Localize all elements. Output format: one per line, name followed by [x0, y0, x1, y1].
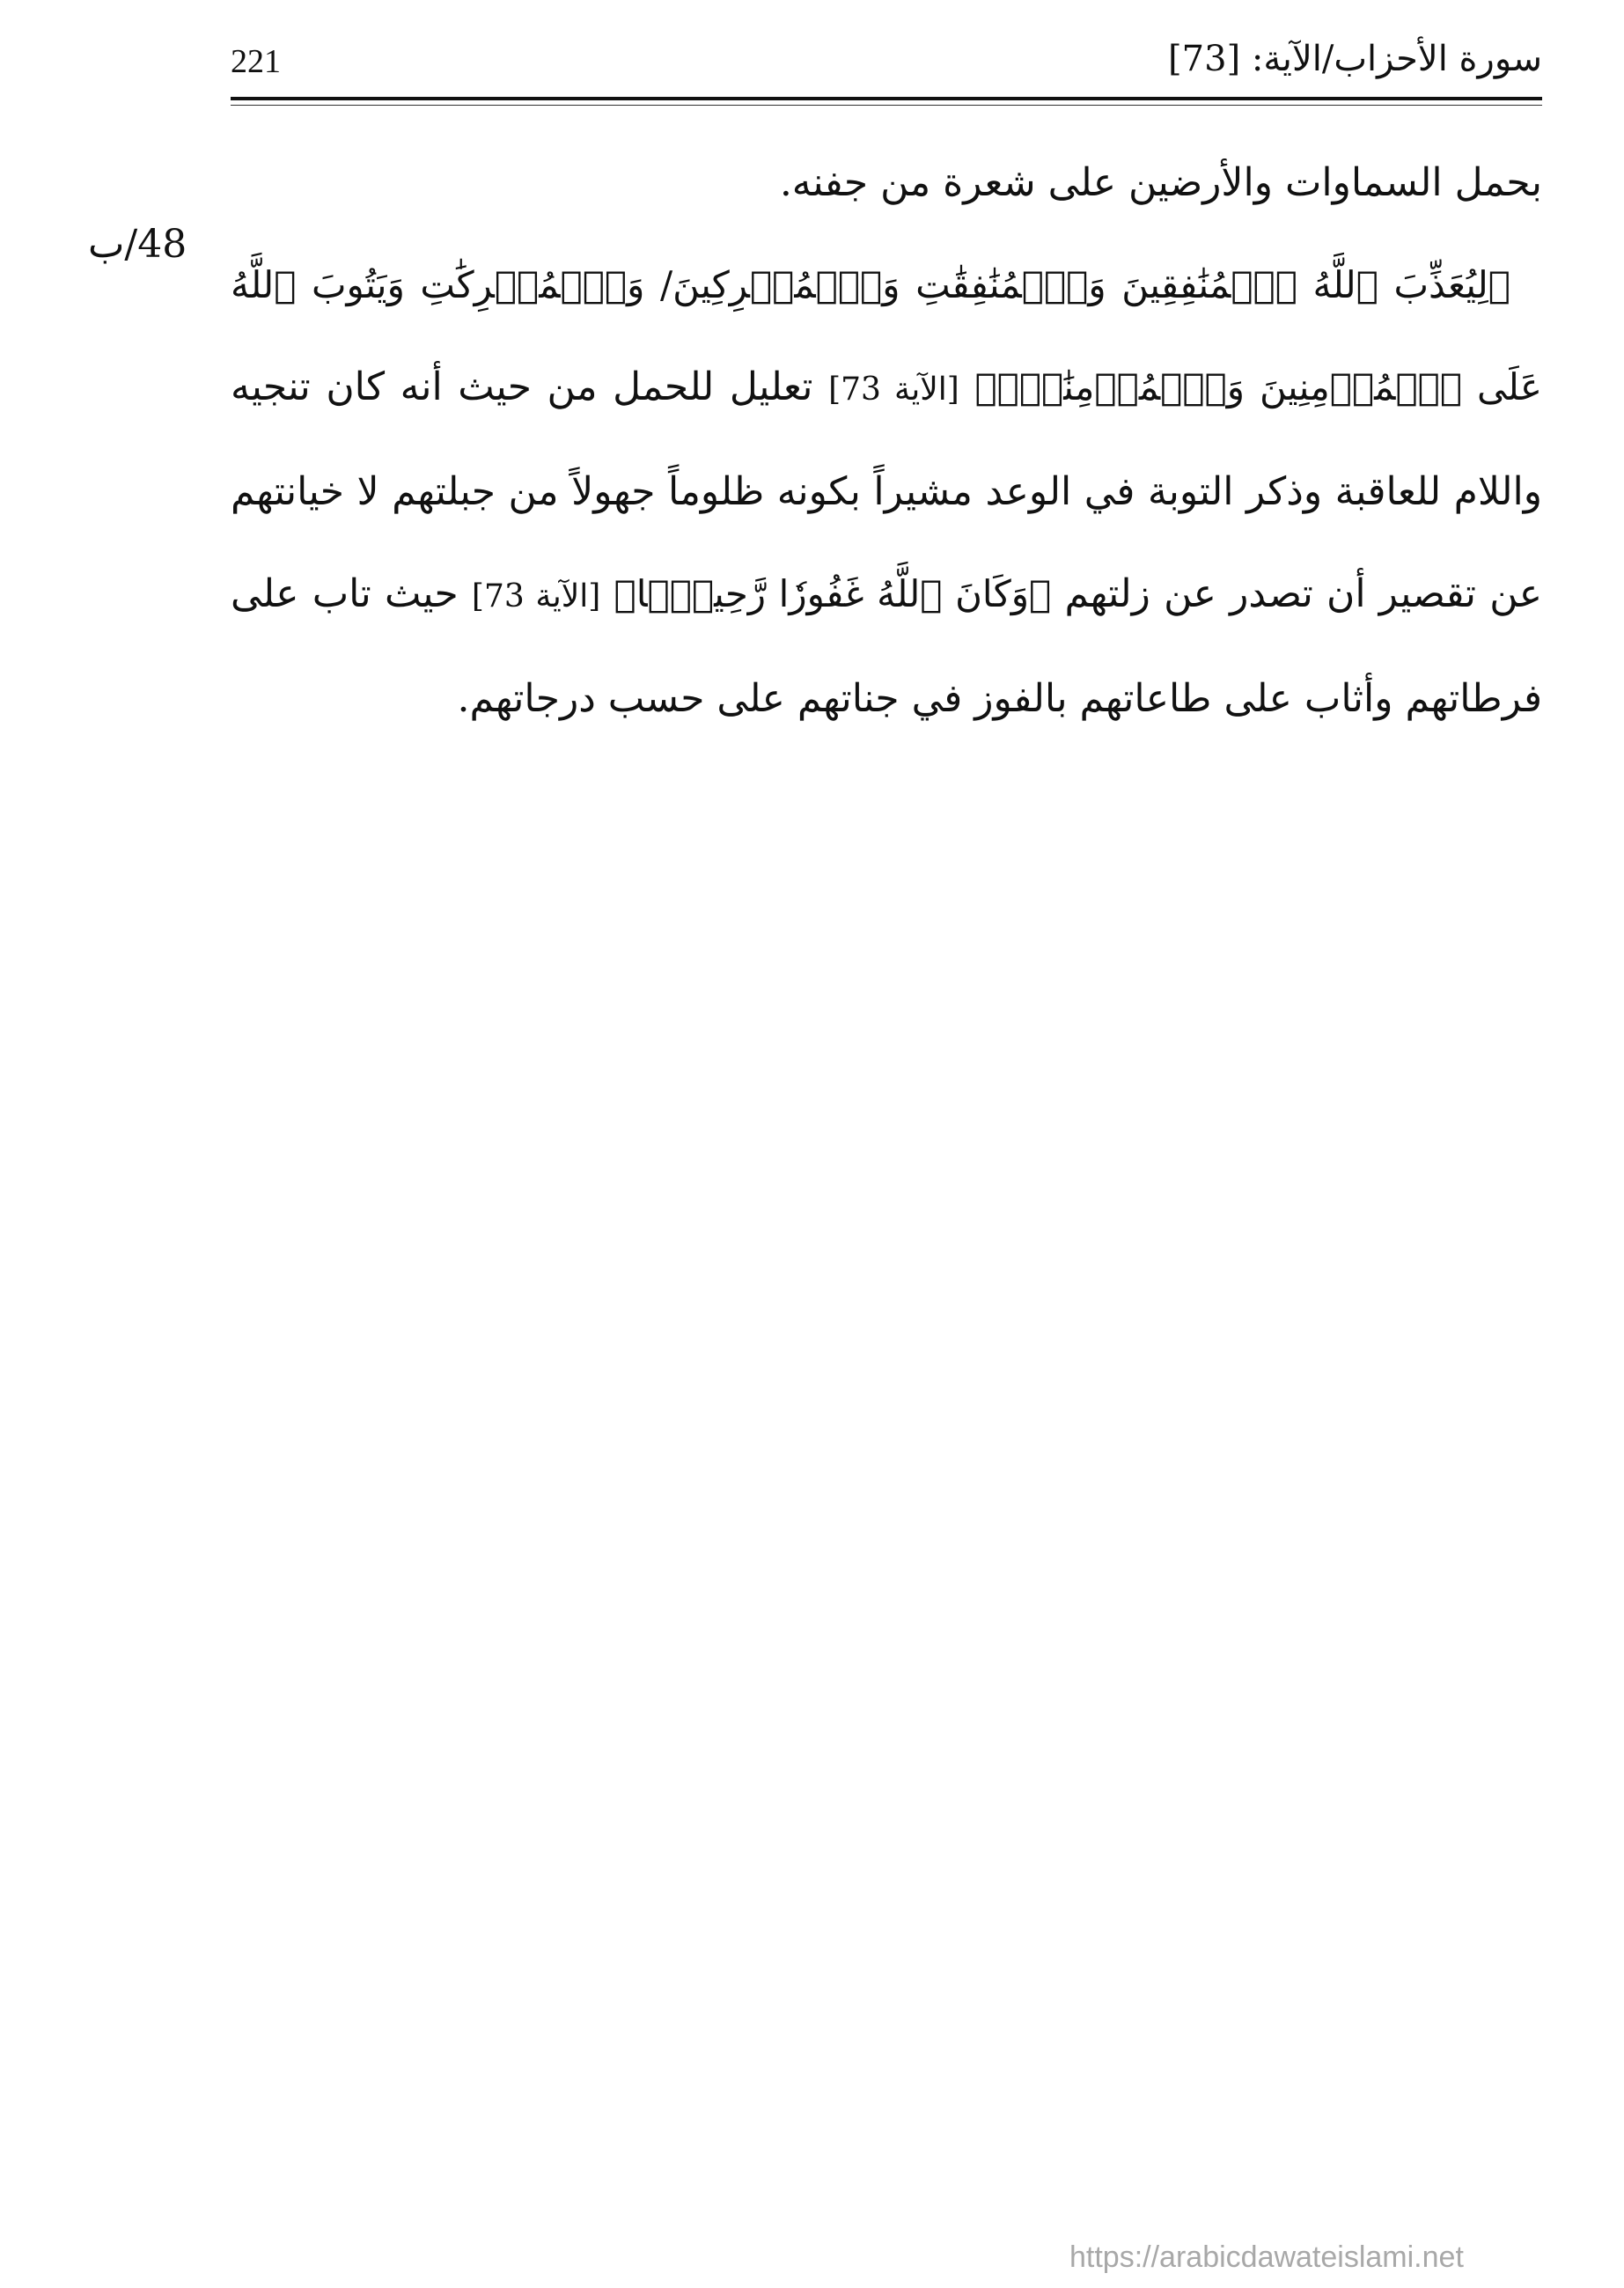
manuscript-folio-marker: 48/ب: [88, 222, 187, 267]
verse-reference-2: [الآية 73]: [471, 578, 601, 614]
commentary-text-1: تعليل للحمل من حيث أنه كان تنجيه واللام للعاقبة وذكر التوبة في الوعد مشيراً بكونه ظلوماً جهولاً من جبلتهم لا خيانتهم عن تقصير أن تصدر عن زلتهم: [231, 364, 1542, 616]
header-rule-thick: [231, 97, 1542, 100]
quran-verse-2: ﴿وَكَانَ ٱللَّهُ غَفُورٗا رَّحِيمَۢا﴾: [614, 572, 1052, 615]
page-header: [231, 35, 1542, 97]
running-head: سورة الأحزاب/الآية: [73]: [1168, 39, 1542, 79]
paragraph-1: بحمل السماوات والأرضين على شعرة من جفنه.: [779, 160, 1542, 205]
page-number: 221: [231, 43, 281, 80]
commentary-text-2: حيث تاب على فرطاتهم وأثاب على طاعاتهم بالفوز في جناتهم على حسب درجاتهم.: [231, 571, 1542, 721]
header-rule-thin: [231, 105, 1542, 106]
verse-reference-1: [الآية 73]: [828, 372, 959, 408]
quran-verse-1: ﴿لِيُعَذِّبَ ٱللَّهُ ٱلۡمُنَٰفِقِينَ وَٱلۡمُنَٰفِقَٰتِ وَٱلۡمُشۡرِكِينَ/ وَٱلۡمُشۡرِكَٰتِ وَيَتُوبَ ٱللَّهُ عَلَى ٱلۡمُؤۡمِنِينَ وَٱلۡمُؤۡمِنَٰتِۗ﴾: [231, 263, 1542, 408]
watermark: https://arabicdawateislami.net: [1069, 2240, 1464, 2274]
paragraph-2: [231, 234, 1542, 750]
body-text: [231, 132, 1542, 750]
